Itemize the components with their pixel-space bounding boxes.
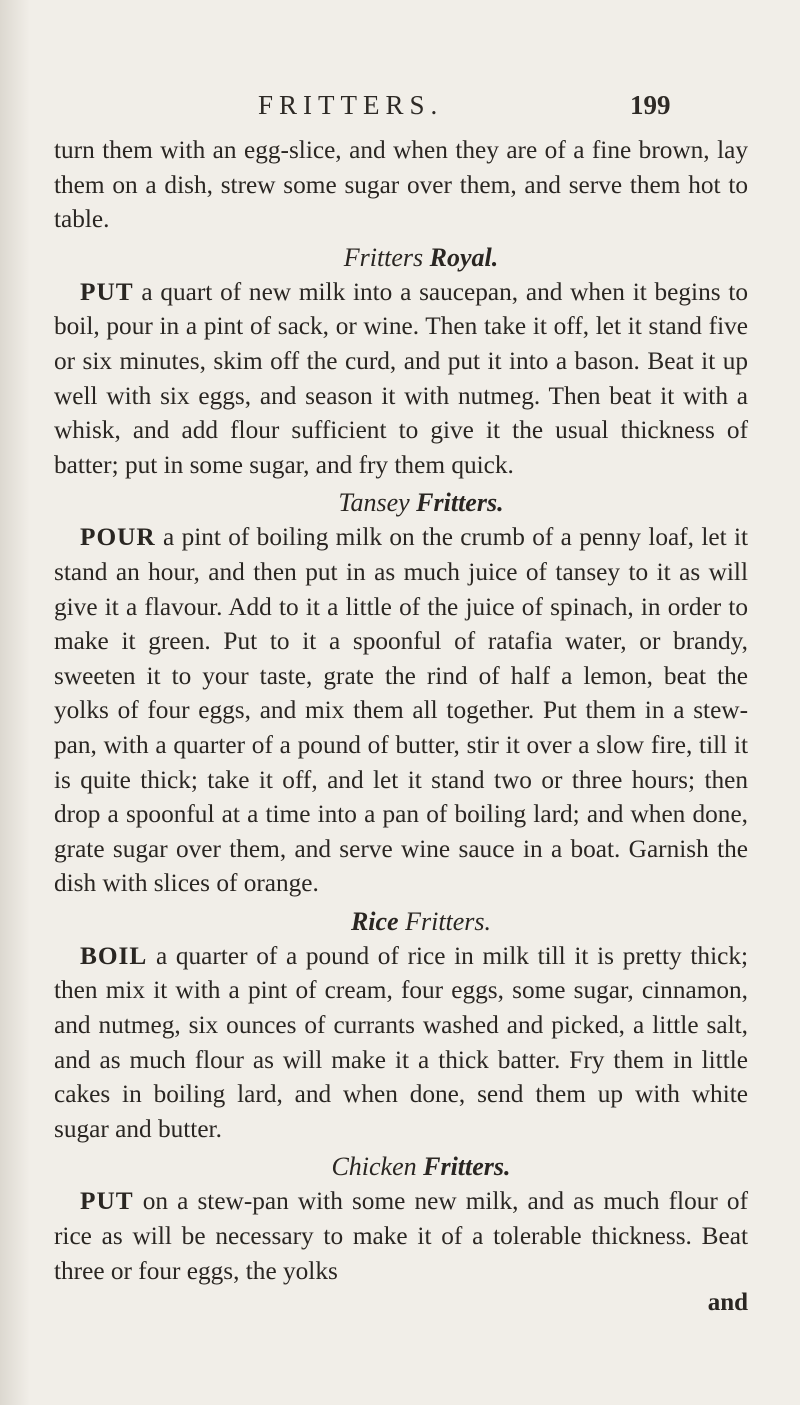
lead-word: PUT [80, 1187, 134, 1216]
page-gutter-shadow [0, 0, 30, 1405]
section-title-rice-fritters [54, 905, 748, 939]
section-title-word: Fritters. [423, 1152, 511, 1182]
lead-word: BOIL [80, 941, 148, 970]
section-title-tansey-fritters [54, 486, 748, 520]
section-title-word: Fritters [343, 242, 424, 272]
continued-paragraph: turn them with an egg-slice, and when they are of a fine brown, lay them on a dish, strew some sugar over them, and serve them hot to table. [54, 136, 748, 234]
section-title-word: Royal. [429, 242, 499, 272]
section-title-chicken-fritters [54, 1150, 748, 1184]
section-title-word: Fritters. [416, 488, 504, 518]
running-head-title: FRITTERS. [258, 90, 444, 120]
section-title-word: Chicken [331, 1152, 417, 1182]
page-body [54, 133, 748, 1318]
running-head [0, 90, 800, 130]
recipe-paragraph [54, 939, 748, 1147]
recipe-text: a pint of boiling milk on the crumb of a penny loaf, let it stand an hour, and then put in as much juice of tansey to it as will give it a flavour. Add to it a little of the juice of spinach, in order to make it green. Put to it a spoonful of ratafia water, or brandy, sweeten it to your taste, grate the rind of half a lemon, beat the yolks of four eggs, and mix them all together. Put them in a stew-pan, with a quarter of a pound of butter, stir it over a slow fire, till it is quite thick; take it off, and let it stand two or three hours; then drop a spoonful at a time into a pan of boiling lard; and when done, grate sugar over them, and serve wine sauce in a boat. Garnish the dish with slices of orange. [54, 523, 749, 898]
section-title-fritters-royal [54, 241, 748, 275]
section-title-word: Fritters. [405, 906, 492, 936]
lead-word: POUR [80, 523, 156, 552]
recipe-paragraph [54, 520, 748, 901]
recipe-text: a quarter of a pound of rice in milk till it is pretty thick; then mix it with a pint of cream, four eggs, some sugar, cinnamon, and nutmeg, six ounces of currants washed and picked, a little salt, and as much flour as will make it a thick batter. Fry them in little cakes in boiling lard, and when done, send them up with white sugar and butter. [54, 941, 748, 1143]
section-title-word: Tansey [338, 488, 410, 518]
recipe-text: a quart of new milk into a saucepan, and when it begins to boil, pour in a pint of sack, or wine. Then take it off, let it stand five or six minutes, skim off the curd, and put it into a bason. Beat it up well with six eggs, and season it with nutmeg. Then beat it with a whisk, and add flour sufficient to give it the usual thickness of batter; put in some sugar, and fry them quick. [54, 277, 748, 479]
catchword: and [707, 1289, 748, 1317]
recipe-text: on a stew-pan with some new milk, and as much flour of rice as will be necessary to make it of a tolerable thickness. Beat three or four eggs, the yolks [54, 1187, 748, 1285]
recipe-paragraph [54, 1184, 748, 1288]
page-number: 199 [630, 90, 671, 120]
lead-word: PUT [80, 277, 134, 306]
recipe-paragraph [54, 275, 748, 483]
section-title-word: Rice [350, 906, 399, 936]
